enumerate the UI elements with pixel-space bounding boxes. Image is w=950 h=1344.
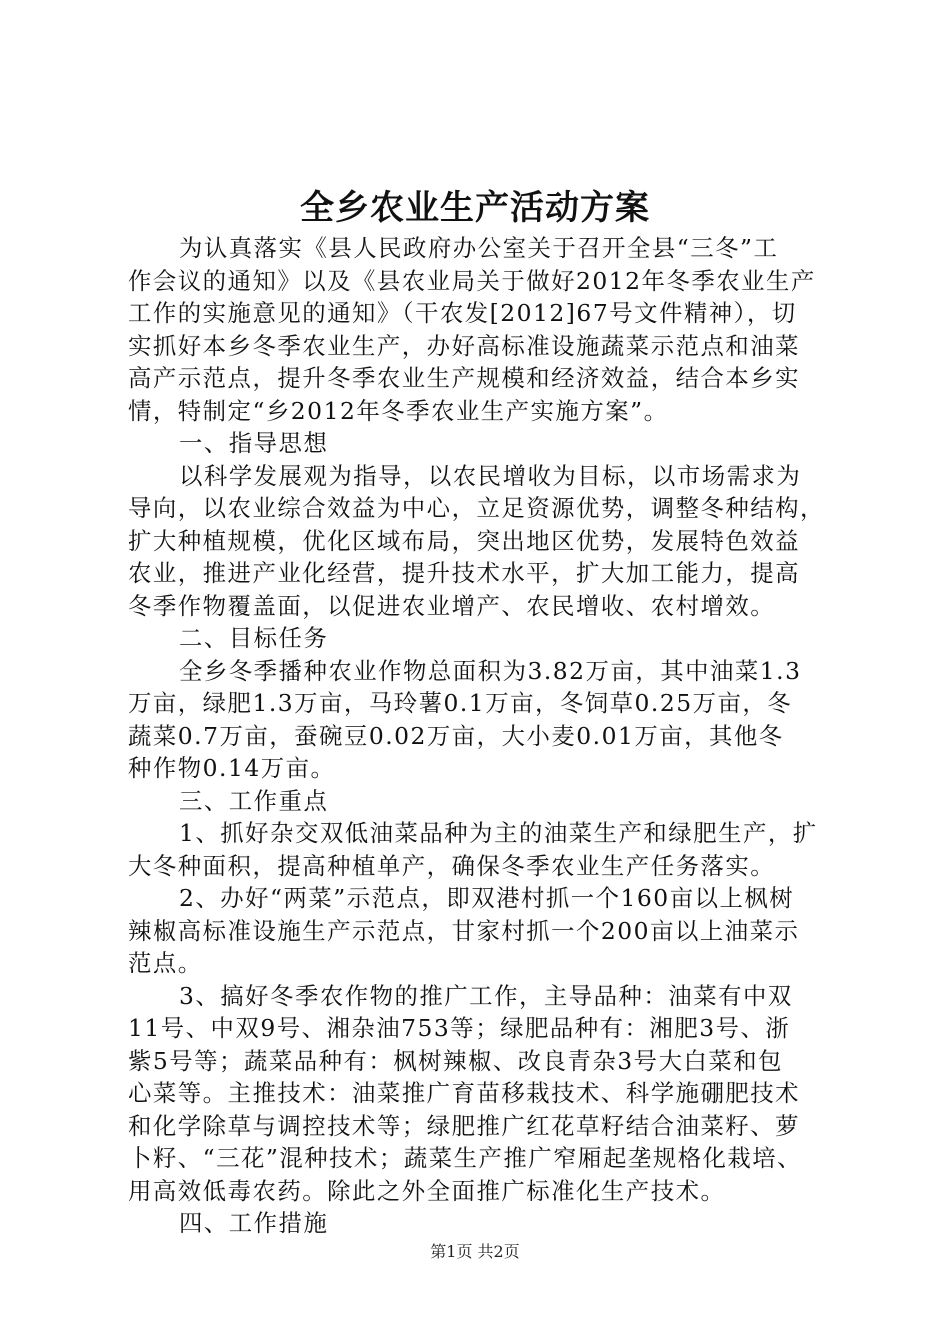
- heading-line: 二、目标任务: [179, 624, 329, 652]
- text-line: 高产示范点，提升冬季农业生产规模和经济效益，结合本乡实: [128, 364, 801, 392]
- section-heading-key-work: [128, 785, 840, 818]
- text-line: 工作的实施意见的通知》（干农发[2012]67号文件精神），切: [128, 299, 797, 327]
- targets-paragraph: [128, 655, 840, 785]
- section-heading-targets: [128, 622, 840, 655]
- section-heading-guiding-ideology: [128, 427, 840, 460]
- key-work-item-1: [128, 817, 840, 882]
- text-line: 3、搞好冬季农作物的推广工作，主导品种：油菜有中双: [179, 981, 793, 1010]
- text-line: 蔬菜0.7万亩，蚕碗豆0.02万亩，大小麦0.01万亩，其他冬: [128, 721, 784, 750]
- page-number-footer: 第1页 共2页: [430, 1242, 520, 1261]
- document-title: 全乡农业生产活动方案: [300, 188, 650, 228]
- text-line: 以科学发展观为指导，以农民增收为目标，以市场需求为: [179, 461, 802, 490]
- text-line: 卜籽、“三花”混种技术；蔬菜生产推广窄厢起垄规格化栽培、: [128, 1144, 803, 1172]
- text-line: 心菜等。主推技术：油菜推广育苗移栽技术、科学施硼肥技术: [128, 1079, 801, 1107]
- text-line: 冬季作物覆盖面，以促进农业增产、农民增收、农村增效。: [128, 591, 776, 620]
- guiding-ideology-paragraph: [128, 460, 840, 623]
- text-line: 情，特制定“乡2012年冬季农业生产实施方案”。: [128, 396, 669, 425]
- text-line: 用高效低毒农药。除此之外全面推广标准化生产技术。: [128, 1176, 726, 1205]
- text-line: 导向，以农业综合效益为中心，立足资源优势，调整冬种结构，: [128, 494, 825, 522]
- text-line: 作会议的通知》以及《县农业局关于做好2012年冬季农业生产: [128, 266, 816, 295]
- text-line: 为认真落实《县人民政府办公室关于召开全县“三冬”工: [179, 234, 779, 262]
- heading-line: 一、指导思想: [179, 429, 329, 457]
- text-line: 全乡冬季播种农业作物总面积为3.82万亩，其中油菜1.3: [179, 656, 802, 685]
- text-line: 辣椒高标准设施生产示范点，甘家村抓一个200亩以上油菜示: [128, 916, 800, 945]
- text-line: 万亩，绿肥1.3万亩，马玲薯0.1万亩，冬饲草0.25万亩，冬: [128, 689, 793, 717]
- key-work-item-2: [128, 882, 840, 980]
- text-line: 和化学除草与调控技术等；绿肥推广红花草籽结合油菜籽、萝: [128, 1111, 801, 1140]
- text-line: 种作物0.14万亩。: [128, 754, 336, 782]
- heading-line: 四、工作措施: [179, 1209, 329, 1237]
- text-line: 2、办好“两菜”示范点，即双港村抓一个160亩以上枫树: [179, 884, 795, 912]
- text-line: 紫5号等；蔬菜品种有：枫树辣椒、改良青杂3号大白菜和包: [128, 1046, 784, 1075]
- text-line: 扩大种植规模，优化区域布局，突出地区优势，发展特色效益: [128, 526, 801, 555]
- text-line: 11号、中双9号、湘杂油753等；绿肥品种有：湘肥3号、浙: [128, 1014, 791, 1042]
- text-line: 范点。: [128, 949, 203, 977]
- text-line: 大冬种面积，提高种植单产，确保冬季农业生产任务落实。: [128, 851, 776, 880]
- heading-line: 三、工作重点: [179, 786, 329, 815]
- section-heading-measures: [128, 1207, 840, 1240]
- key-work-item-3: [128, 980, 840, 1208]
- text-line: 实抓好本乡冬季农业生产，办好高标准设施蔬菜示范点和油菜: [128, 331, 801, 360]
- text-line: 1、抓好杂交双低油菜品种为主的油菜生产和绿肥生产，扩: [179, 819, 818, 847]
- text-line: 农业，推进产业化经营，提升技术水平，扩大加工能力，提高: [128, 559, 801, 587]
- intro-paragraph: [128, 232, 840, 427]
- document-body: [128, 232, 840, 1240]
